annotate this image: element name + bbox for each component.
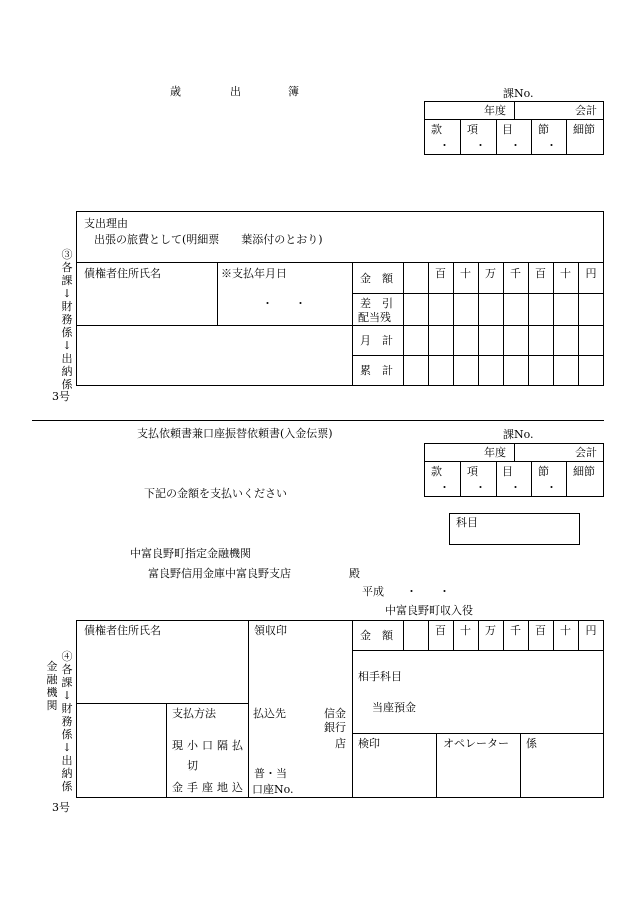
subject-label: 科目 xyxy=(456,516,478,529)
dot: ・ xyxy=(475,481,486,494)
dot: ・ xyxy=(510,139,521,152)
section-no-label: 課No. xyxy=(503,87,534,100)
method-haraikomi-col: 払 xyxy=(232,739,243,752)
month-total-label: 月 計 xyxy=(360,334,393,347)
digit-juu: 十 xyxy=(560,267,571,280)
reason-text: 出張の旅費として(明細票 葉添付のとおり) xyxy=(94,233,323,246)
clerk-label: 係 xyxy=(526,737,537,750)
dot: ・ xyxy=(475,139,486,152)
account-label: 会計 xyxy=(575,104,597,117)
transfer-to-label: 払込先 xyxy=(253,707,286,720)
cum-total-label: 累 計 xyxy=(360,364,393,377)
digit-juu: 十 xyxy=(460,624,471,637)
pay-date-label: ※支払年月日 xyxy=(221,267,287,280)
digit-man: 万 xyxy=(485,624,496,637)
shinkin-label: 信金 xyxy=(324,707,346,720)
digit-sen: 千 xyxy=(510,267,521,280)
digit-en: 円 xyxy=(585,624,597,637)
counter-subject-label: 相手科目 xyxy=(358,670,402,683)
dono-label: 殿 xyxy=(349,567,360,580)
col-saisetsu: 細節 xyxy=(573,123,595,136)
routing-label: ④各課↓財務係↓出納係 xyxy=(61,650,73,793)
digit-hyaku: 百 xyxy=(435,624,446,637)
dot: ・ xyxy=(546,481,557,494)
branch-label: 店 xyxy=(335,737,346,750)
heisei-date: 平成 ・ ・ xyxy=(362,585,450,598)
method-kouza-col: 口 xyxy=(202,739,213,752)
treasurer-label: 中富良野町収入役 xyxy=(385,604,473,617)
operator-label: オペレーター xyxy=(443,737,509,750)
digit-en: 円 xyxy=(585,267,597,280)
bank-label: 銀行 xyxy=(324,721,346,734)
title-char-shutsu: 出 xyxy=(230,85,241,98)
col-saisetsu: 細節 xyxy=(573,465,595,478)
method-kogitte-col: 手 xyxy=(187,781,198,794)
amount-label: 金 額 xyxy=(360,272,393,285)
bank-branch: 富良野信用金庫中富良野支店 xyxy=(148,567,291,580)
designated-bank: 中富良野町指定金融機関 xyxy=(130,547,251,560)
pay-date-dots: ・ ・ xyxy=(262,297,306,310)
account-label: 会計 xyxy=(575,446,597,459)
digit-hyaku: 百 xyxy=(535,624,546,637)
request-text: 下記の金額を支払いください xyxy=(144,487,287,500)
creditor-label: 債権者住所氏名 xyxy=(84,267,161,280)
section-divider xyxy=(32,420,604,421)
col-kan: 款 xyxy=(431,465,442,478)
col-setsu: 節 xyxy=(538,123,549,136)
year-label: 年度 xyxy=(484,104,506,117)
title-char-bo: 簿 xyxy=(288,85,299,98)
digit-hyaku: 百 xyxy=(535,267,546,280)
col-moku: 目 xyxy=(502,465,513,478)
form-number: 3号 xyxy=(52,801,70,814)
balance-label-2: 配当残 xyxy=(358,311,391,324)
dot: ・ xyxy=(439,481,450,494)
col-kou: 項 xyxy=(467,123,478,136)
method-genkin-col: 金 xyxy=(172,781,183,794)
dot: ・ xyxy=(546,139,557,152)
routing-label: ③各課↓財務係↓出納係 xyxy=(61,248,73,391)
method-kakuchi-col: 地 xyxy=(217,781,228,794)
receipt-seal-label: 領収印 xyxy=(254,624,287,637)
current-deposit-label: 当座預金 xyxy=(372,701,416,714)
futsu-touza-label: 普・当 xyxy=(254,767,287,780)
digit-juu: 十 xyxy=(560,624,571,637)
method-kakuchi-col: 隔 xyxy=(217,739,228,752)
digit-juu: 十 xyxy=(460,267,471,280)
inspection-label: 検印 xyxy=(358,737,380,750)
col-setsu: 節 xyxy=(538,465,549,478)
section-no-label: 課No. xyxy=(503,428,534,441)
account-no-label: 口座No. xyxy=(252,783,294,796)
balance-label-1: 差 引 xyxy=(360,297,393,310)
dot: ・ xyxy=(510,481,521,494)
bank-routing-label: 金融機関 xyxy=(46,660,58,712)
title-char-sai: 歳 xyxy=(170,85,181,98)
digit-man: 万 xyxy=(485,267,496,280)
creditor-label: 債権者住所氏名 xyxy=(84,624,161,637)
digit-hyaku: 百 xyxy=(435,267,446,280)
method-kogitte-col: 小 xyxy=(187,739,198,752)
method-genkin-col: 現 xyxy=(172,739,183,752)
col-kou: 項 xyxy=(467,465,478,478)
method-kiri: 切 xyxy=(187,759,198,772)
pay-method-label: 支払方法 xyxy=(172,707,216,720)
reason-label: 支出理由 xyxy=(84,217,128,230)
col-moku: 目 xyxy=(502,123,513,136)
digit-sen: 千 xyxy=(510,624,521,637)
amount-label: 金 額 xyxy=(360,629,393,642)
col-kan: 款 xyxy=(431,123,442,136)
form-title: 支払依頼書兼口座振替依頼書(入金伝票) xyxy=(137,427,333,440)
method-haraikomi-col: 込 xyxy=(232,781,243,794)
dot: ・ xyxy=(439,139,450,152)
year-label: 年度 xyxy=(484,446,506,459)
method-kouza-col: 座 xyxy=(202,781,213,794)
form-number: 3号 xyxy=(52,390,70,403)
